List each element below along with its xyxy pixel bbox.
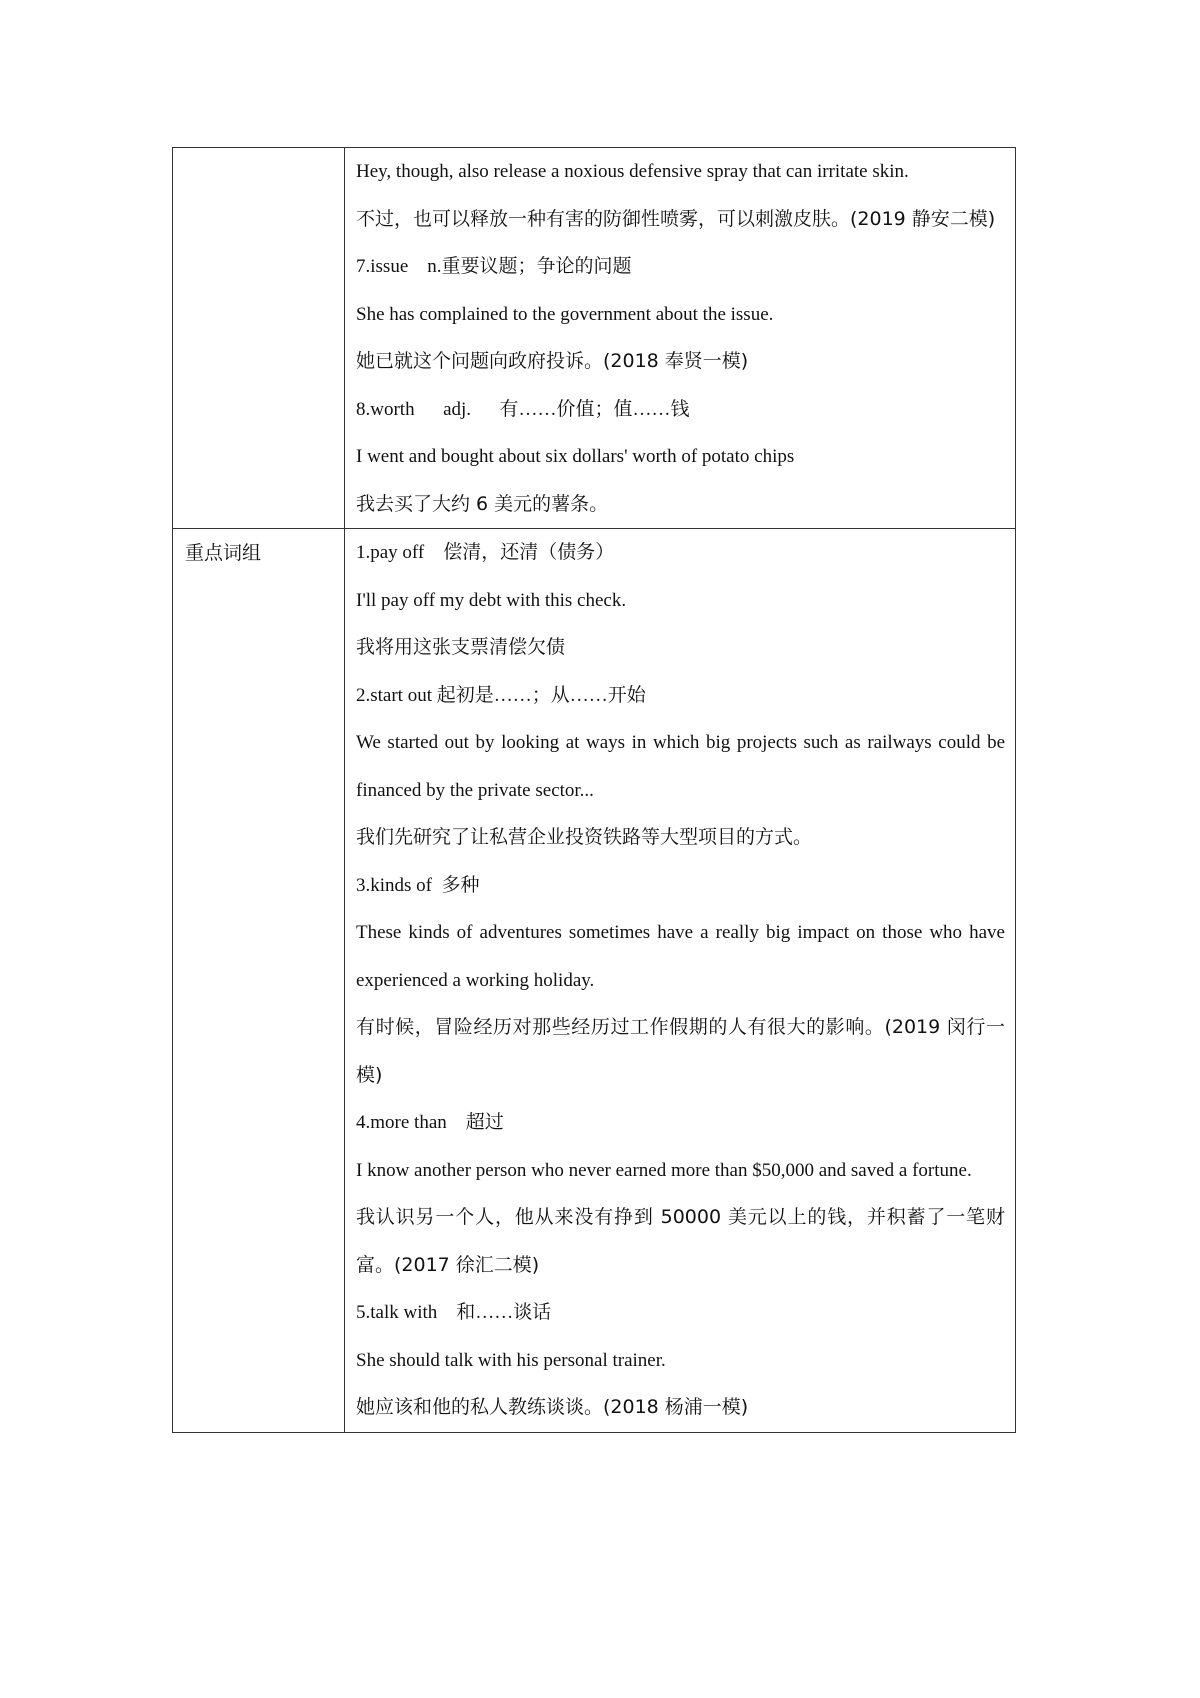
phrase-entry: 5.talk with 和……谈话 xyxy=(356,1302,552,1323)
example-translation: 不过，也可以释放一种有害的防御性喷雾，可以刺激皮肤。(2019 静安二模) xyxy=(356,207,996,230)
example-sentence: I know another person who never earned more than $50,000 and saved a fortune. xyxy=(356,1159,972,1181)
example-translation: 我将用这张支票清偿欠债 xyxy=(356,636,566,658)
row-label xyxy=(173,148,344,158)
phrase-entry: 2.start out 起初是……；从……开始 xyxy=(356,684,646,706)
row-content-cell xyxy=(345,148,1016,529)
vocabulary-table xyxy=(172,147,1016,1433)
example-sentence: She has complained to the government about the issue. xyxy=(356,303,774,325)
example-translation: 她已就这个问题向政府投诉。(2018 奉贤一模) xyxy=(356,350,749,372)
example-translation: 我去买了大约 6 美元的薯条。 xyxy=(356,492,609,515)
row-label: 重点词组 xyxy=(185,542,262,564)
example-sentence: I'll pay off my debt with this check. xyxy=(356,589,627,611)
vocabulary-entry: 8.worth adj. 有……价值；值……钱 xyxy=(356,398,690,420)
example-sentence: We started out by looking at ways in which big projects such as railways could be financed by the private sector... xyxy=(356,732,1010,801)
phrase-entry: 4.more than 超过 xyxy=(356,1112,504,1133)
phrase-entry: 1.pay off 偿清，还清（债务） xyxy=(356,542,615,563)
example-sentence: I went and bought about six dollars' worth of potato chips xyxy=(356,446,795,467)
row-label-cell xyxy=(173,148,345,529)
table-row xyxy=(173,148,1016,529)
example-sentence: These kinds of adventures sometimes have a really big impact on those who have experienced a working holiday. xyxy=(356,922,1010,991)
table-row xyxy=(173,529,1016,1433)
row-label-cell xyxy=(173,529,345,1433)
example-translation: 我们先研究了让私营企业投资铁路等大型项目的方式。 xyxy=(356,826,813,848)
vocabulary-entry: 7.issue n.重要议题；争论的问题 xyxy=(356,256,632,277)
example-translation: 她应该和他的私人教练谈谈。(2018 杨浦一模) xyxy=(356,1396,749,1418)
example-sentence: Hey, though, also release a noxious defensive spray that can irritate skin. xyxy=(356,161,909,182)
example-translation: 有时候，冒险经历对那些经历过工作假期的人有很大的影响。(2019 闵行一模) xyxy=(356,1016,1005,1086)
row-content-cell xyxy=(345,529,1016,1433)
example-sentence: She should talk with his personal trainer. xyxy=(356,1349,666,1371)
phrase-entry: 3.kinds of 多种 xyxy=(356,874,480,896)
example-translation: 我认识另一个人，他从来没有挣到 50000 美元以上的钱，并积蓄了一笔财富。(2017 徐汇二模) xyxy=(356,1206,1005,1276)
